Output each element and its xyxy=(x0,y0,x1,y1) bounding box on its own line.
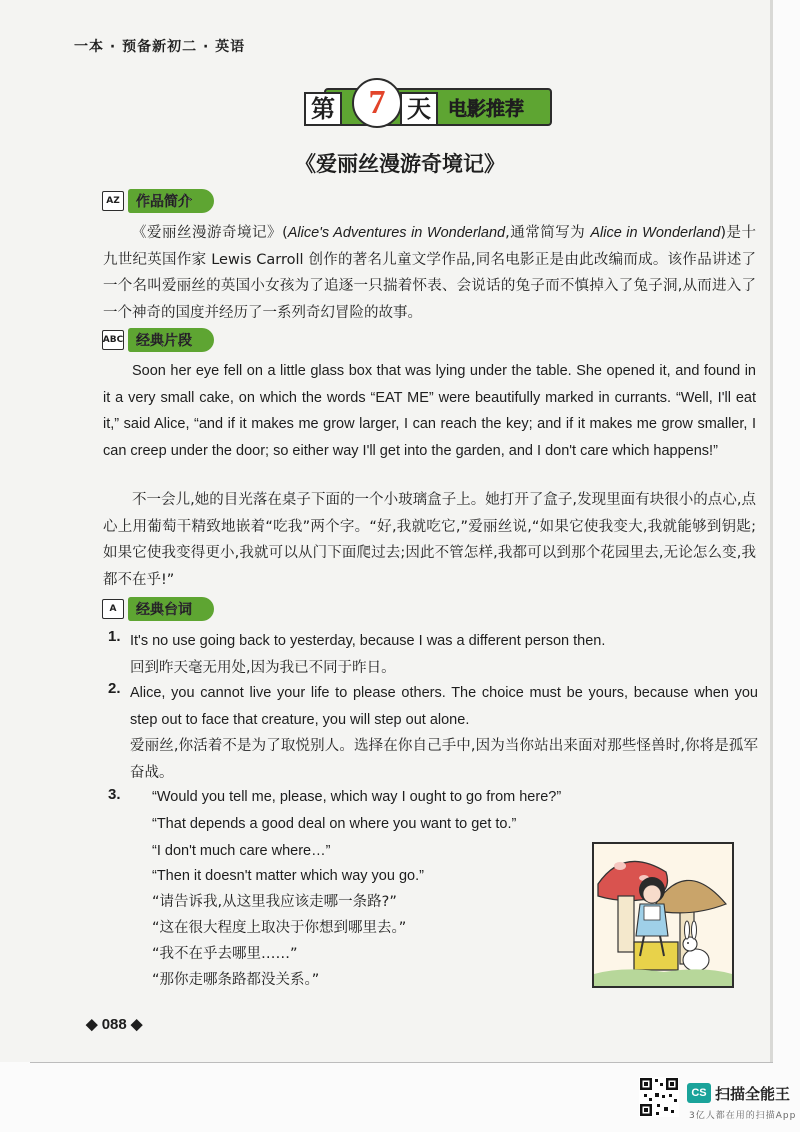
dialog-line: “That depends a good deal on where you want to get to.” xyxy=(152,816,517,832)
scanner-tagline: 3亿人都在用的扫描App xyxy=(689,1111,797,1121)
section-intro-heading xyxy=(102,190,214,212)
dialog-line: “这在很大程度上取决于你想到哪里去。” xyxy=(152,920,407,936)
banner-day-number: 7 xyxy=(352,78,402,128)
scanner-app-name: 扫描全能王 xyxy=(715,1085,791,1103)
quote-chinese: 爱丽丝,你活着不是为了取悦别人。选择在你自己手中,因为当你站出来面对那些怪兽时,你将是孤军奋战。 xyxy=(130,738,758,781)
dialog-line: “请告诉我,从这里我应该走哪一条路?” xyxy=(152,894,397,910)
az-icon: AZ xyxy=(102,191,124,211)
qr-code-icon xyxy=(639,1077,679,1117)
running-header: 一本 · 预备新初二 · 英语 xyxy=(74,39,246,55)
page-number: ◆ 088 ◆ xyxy=(86,1016,143,1033)
dialog-line: “那你走哪条路都没关系。” xyxy=(152,972,320,988)
section-excerpt-heading xyxy=(102,329,214,351)
camscanner-logo: CS xyxy=(687,1083,711,1103)
section-quotes-label: 经典台词 xyxy=(128,597,214,621)
day-banner xyxy=(304,78,548,130)
document-icon: A xyxy=(102,599,124,619)
dialog-line: “Then it doesn't matter which way you go.” xyxy=(152,868,424,884)
dialog-line: “I don't much care where…” xyxy=(152,843,331,859)
alice-mushroom-image xyxy=(594,844,732,986)
quote-item-2 xyxy=(108,680,758,786)
section-quotes-heading xyxy=(102,598,214,620)
quote-item-1 xyxy=(108,628,758,681)
quote-english: Alice, you cannot live your life to please others. The choice must be yours, because when you step out to face that creature, you will step out alone. xyxy=(130,685,758,728)
excerpt-chinese: 不一会儿,她的目光落在桌子下面的一个小玻璃盒子上。她打开了盒子,发现里面有块很小的点心,点心上用葡萄干精致地嵌着“吃我”两个字。“好,我就吃它,”爱丽丝说,“如果它使我变大,我就能够到钥匙;如果它使我变得更小,我就可以从门下面爬过去;因此不管怎样,我都可以到那个花园里去,无论怎么变,我都不在乎!” xyxy=(103,492,756,588)
book-icon: ABC xyxy=(102,330,124,350)
quote-number: 1. xyxy=(108,628,121,645)
dialog-line: “Would you tell me, please, which way I ought to go from here?” xyxy=(152,789,562,805)
excerpt-english: Soon her eye fell on a little glass box that was lying under the table. She opened it, and found in it a very small cake, on which the words “EAT ME” were beautifully marked in currants. “Well, I'll eat it,” said Alice, “and if it makes me grow larger, I can reach the key; and if it makes me grow smaller, I can creep under the door; so either way I'll get into the garden, and I don't care which happens!” xyxy=(103,363,756,459)
banner-label: 电影推荐 xyxy=(448,98,525,120)
quote-number: 3. xyxy=(108,786,121,803)
quote-english: It's no use going back to yesterday, because I was a different person then. xyxy=(130,633,606,649)
banner-day-char-first: 第 xyxy=(304,92,342,126)
section-intro-label: 作品简介 xyxy=(128,189,214,213)
banner-day-char-second: 天 xyxy=(400,92,438,126)
section-excerpt-label: 经典片段 xyxy=(128,328,214,352)
intro-paragraph: 《爱丽丝漫游奇境记》(Alice's Adventures in Wonderland,通常简写为 Alice in Wonderland)是十九世纪英国作家 Lewis Carroll 创作的著名儿童文学作品,同名电影正是由此改编而成。该作品讲述了一个名叫爱丽丝的英国小女孩为了追逐一只揣着怀表、会说话的兔子而不慎掉入了兔子洞,从而进入了一个神奇的国度并经历了一系列奇幻冒险的故事。 xyxy=(103,225,756,321)
page-bottom-edge xyxy=(30,1062,773,1063)
quote-chinese: 回到昨天毫无用处,因为我已不同于昨日。 xyxy=(130,659,396,676)
quote-number: 2. xyxy=(108,680,121,697)
book-title: 《爱丽丝漫游奇境记》 xyxy=(295,152,505,176)
dialog-line: “我不在乎去哪里……” xyxy=(152,946,298,962)
alice-illustration xyxy=(592,842,734,988)
